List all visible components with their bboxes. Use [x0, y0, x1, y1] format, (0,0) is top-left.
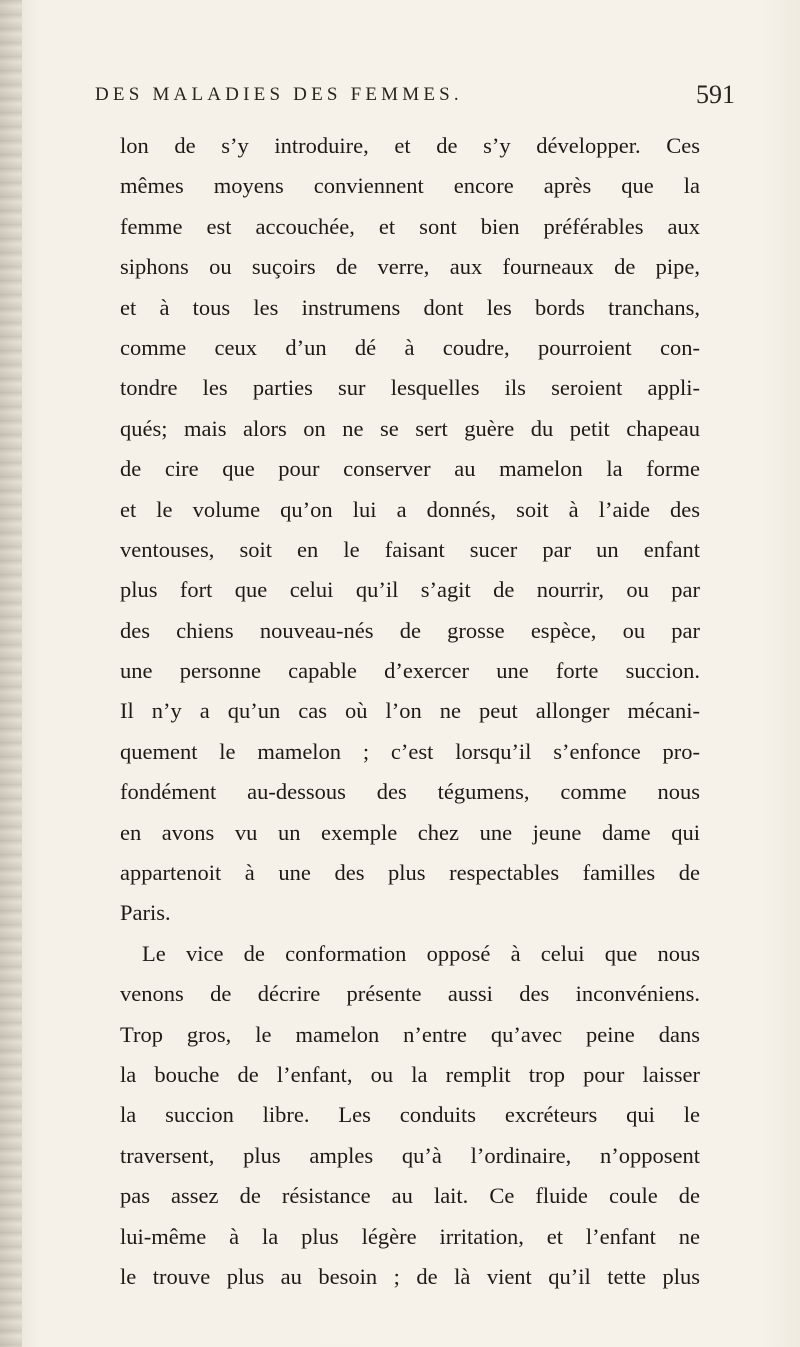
text-line: lon de s’y introduire, et de s’y développer. Ces — [120, 133, 700, 158]
page-header — [95, 80, 735, 120]
text-line: en avons vu un exemple chez une jeune dame qui — [120, 819, 700, 845]
paragraph-start-line: Le vice de conformation opposé à celui que nous — [142, 940, 700, 966]
body-text — [120, 126, 700, 1297]
page-binding-edge — [0, 0, 22, 1347]
paragraph-end-line: Paris. — [120, 900, 171, 926]
text-line: appartenoit à une des plus respectables familles de — [120, 860, 700, 886]
text-line: de cire que pour conserver au mamelon la forme — [120, 456, 700, 482]
text-line: fondément au-dessous des tégumens, comme nous — [120, 779, 700, 805]
page-number: 591 — [696, 80, 735, 109]
text-line: pas assez de résistance au lait. Ce fluide coule de — [120, 1183, 700, 1209]
text-line: qués; mais alors on ne se sert guère du petit chapeau — [120, 415, 700, 441]
text-line: plus fort que celui qu’il s’agit de nourrir, ou par — [120, 577, 700, 603]
text-line: siphons ou suçoirs de verre, aux fourneaux de pipe, — [120, 254, 700, 280]
text-line: Trop gros, le mamelon n’entre qu’avec peine dans — [120, 1021, 700, 1047]
text-line: comme ceux d’un dé à coudre, pourroient con- — [120, 334, 700, 360]
running-title: DES MALADIES DES FEMMES. — [95, 84, 463, 105]
text-line: une personne capable d’exercer une forte succion. — [120, 658, 700, 684]
text-line: Il n’y a qu’un cas où l’on ne peut allonger mécani- — [120, 698, 700, 724]
text-line: lui-même à la plus légère irritation, et l’enfant ne — [120, 1223, 700, 1249]
text-line: et le volume qu’on lui a donnés, soit à l’aide des — [120, 496, 700, 522]
text-line: la bouche de l’enfant, ou la remplit trop pour laisser — [120, 1061, 700, 1087]
text-line: mêmes moyens conviennent encore après que la — [120, 173, 700, 199]
text-line: la succion libre. Les conduits excréteurs qui le — [120, 1102, 700, 1128]
text-line: traversent, plus amples qu’à l’ordinaire, n’opposent — [120, 1142, 700, 1168]
text-line: et à tous les instrumens dont les bords tranchans, — [120, 294, 700, 320]
text-line: femme est accouchée, et sont bien préférables aux — [120, 213, 700, 239]
text-line: venons de décrire présente aussi des inconvéniens. — [120, 981, 700, 1007]
text-line: quement le mamelon ; c’est lorsqu’il s’enfonce pro- — [120, 738, 700, 764]
text-line: tondre les parties sur lesquelles ils seroient appli- — [120, 375, 700, 401]
text-line: des chiens nouveau-nés de grosse espèce, ou par — [120, 617, 700, 643]
text-line: le trouve plus au besoin ; de là vient qu’il tette plus — [120, 1263, 700, 1289]
text-line: ventouses, soit en le faisant sucer par un enfant — [120, 536, 700, 562]
